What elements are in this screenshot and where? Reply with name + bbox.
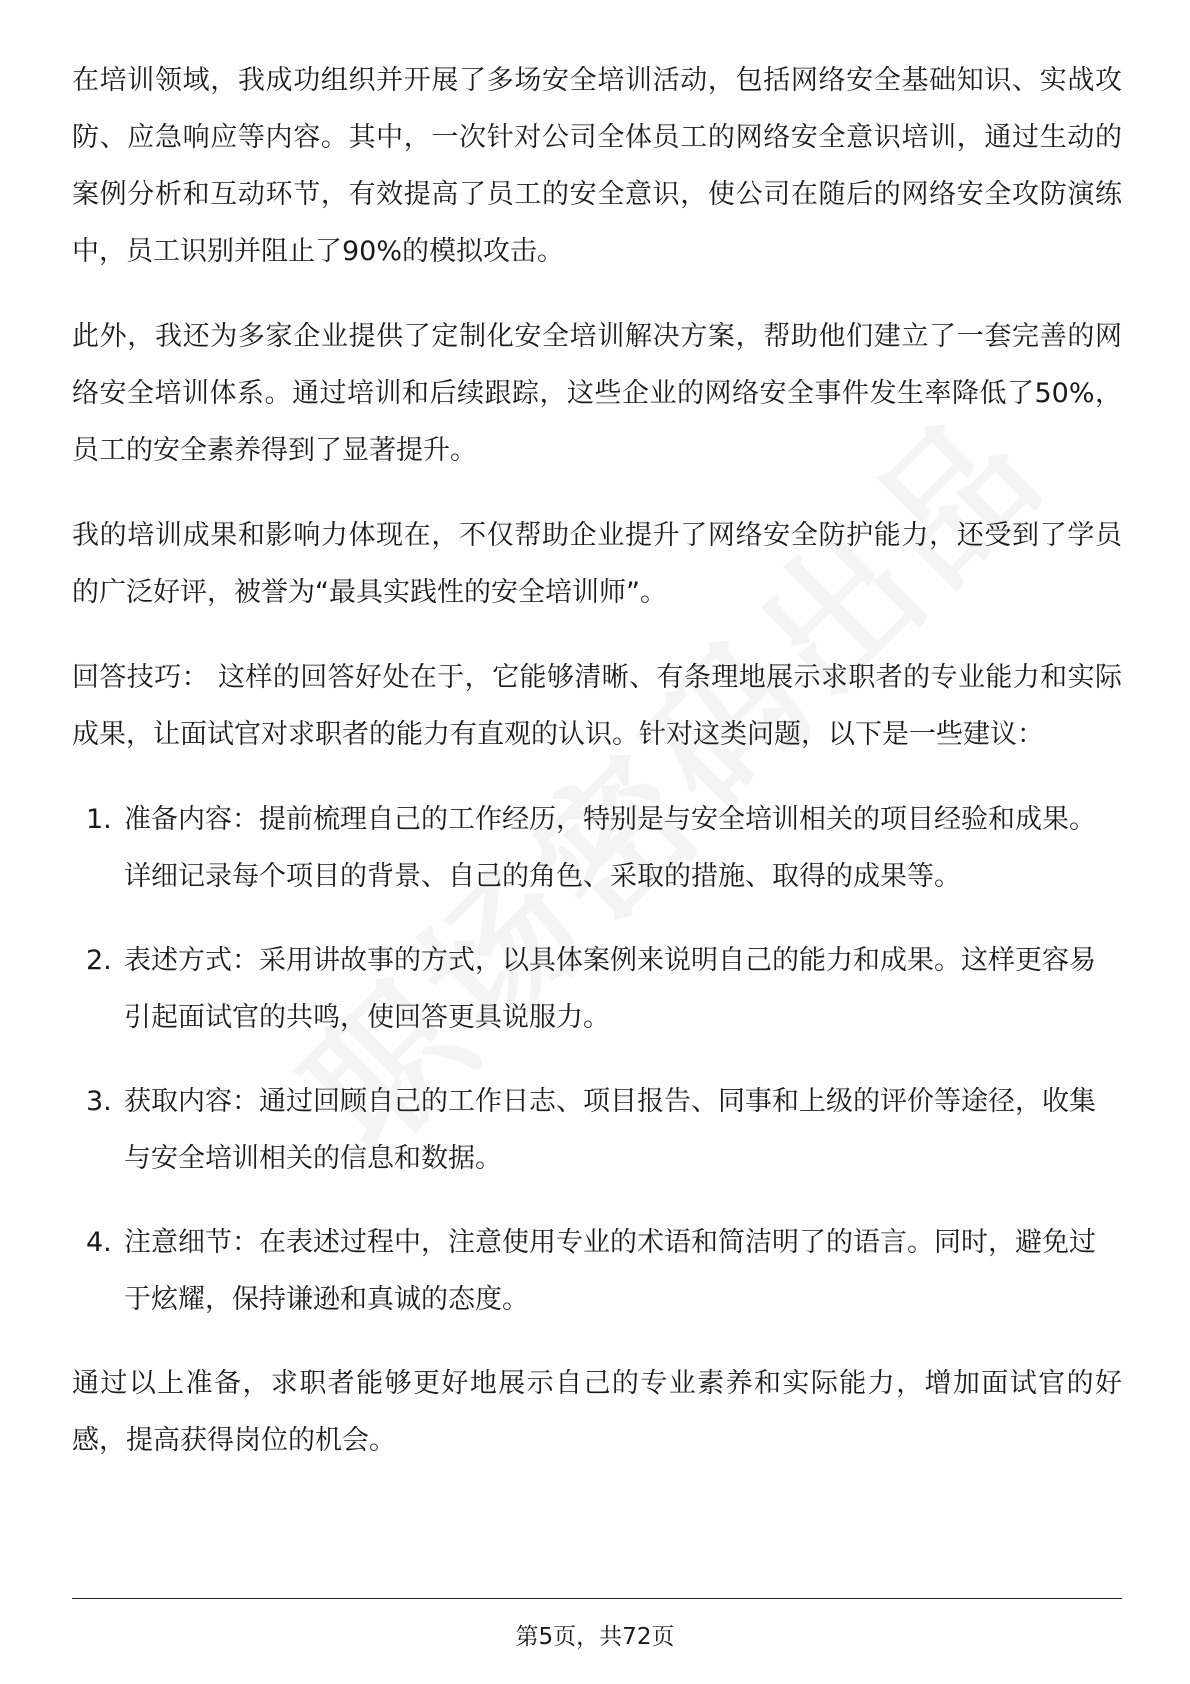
list-item-number: 2. bbox=[86, 945, 112, 976]
list-item-number: 4. bbox=[86, 1227, 112, 1258]
paragraph-impact: 我的培训成果和影响力体现在，不仅帮助企业提升了网络安全防护能力，还受到了学员的广泛好评，被誉为“最具实践性的安全培训师”。 bbox=[72, 520, 1122, 608]
page-number: 第5页，共72页 bbox=[515, 1624, 675, 1650]
tips-list bbox=[72, 791, 1122, 1328]
list-item-text: 表述方式：采用讲故事的方式，以具体案例来说明自己的能力和成果。这样更容易引起面试官的共鸣，使回答更具说服力。 bbox=[124, 945, 1096, 1033]
list-item bbox=[72, 791, 1122, 905]
footer-divider bbox=[72, 1598, 1122, 1599]
paragraph-closing: 通过以上准备，求职者能够更好地展示自己的专业素养和实际能力，增加面试官的好感，提高获得岗位的机会。 bbox=[72, 1368, 1122, 1456]
paragraph-answer-tips: 回答技巧： 这样的回答好处在于，它能够清晰、有条理地展示求职者的专业能力和实际成果，让面试官对求职者的能力有直观的认识。针对这类问题，以下是一些建议： bbox=[72, 662, 1122, 750]
list-item-text: 注意细节：在表述过程中，注意使用专业的术语和简洁明了的语言。同时，避免过于炫耀，保持谦逊和真诚的态度。 bbox=[124, 1227, 1096, 1315]
list-item bbox=[72, 932, 1122, 1046]
list-item-text: 获取内容：通过回顾自己的工作日志、项目报告、同事和上级的评价等途径，收集与安全培训相关的信息和数据。 bbox=[124, 1086, 1096, 1174]
list-item bbox=[72, 1214, 1122, 1328]
paragraph-custom-solutions: 此外，我还为多家企业提供了定制化安全培训解决方案，帮助他们建立了一套完善的网络安全培训体系。通过培训和后续跟踪，这些企业的网络安全事件发生率降低了50%，员工的安全素养得到了显著提升。 bbox=[72, 321, 1122, 466]
list-item-number: 1. bbox=[86, 804, 112, 835]
list-item-number: 3. bbox=[86, 1086, 112, 1117]
paragraph-training-activities: 在培训领域，我成功组织并开展了多场安全培训活动，包括网络安全基础知识、实战攻防、应急响应等内容。其中，一次针对公司全体员工的网络安全意识培训，通过生动的案例分析和互动环节，有效提高了员工的安全意识，使公司在随后的网络安全攻防演练中，员工识别并阻止了90%的模拟攻击。 bbox=[72, 65, 1122, 267]
list-item bbox=[72, 1073, 1122, 1187]
document-body bbox=[72, 52, 1122, 1497]
list-item-text: 准备内容：提前梳理自己的工作经历，特别是与安全培训相关的项目经验和成果。详细记录每个项目的背景、自己的角色、采取的措施、取得的成果等。 bbox=[124, 804, 1096, 892]
